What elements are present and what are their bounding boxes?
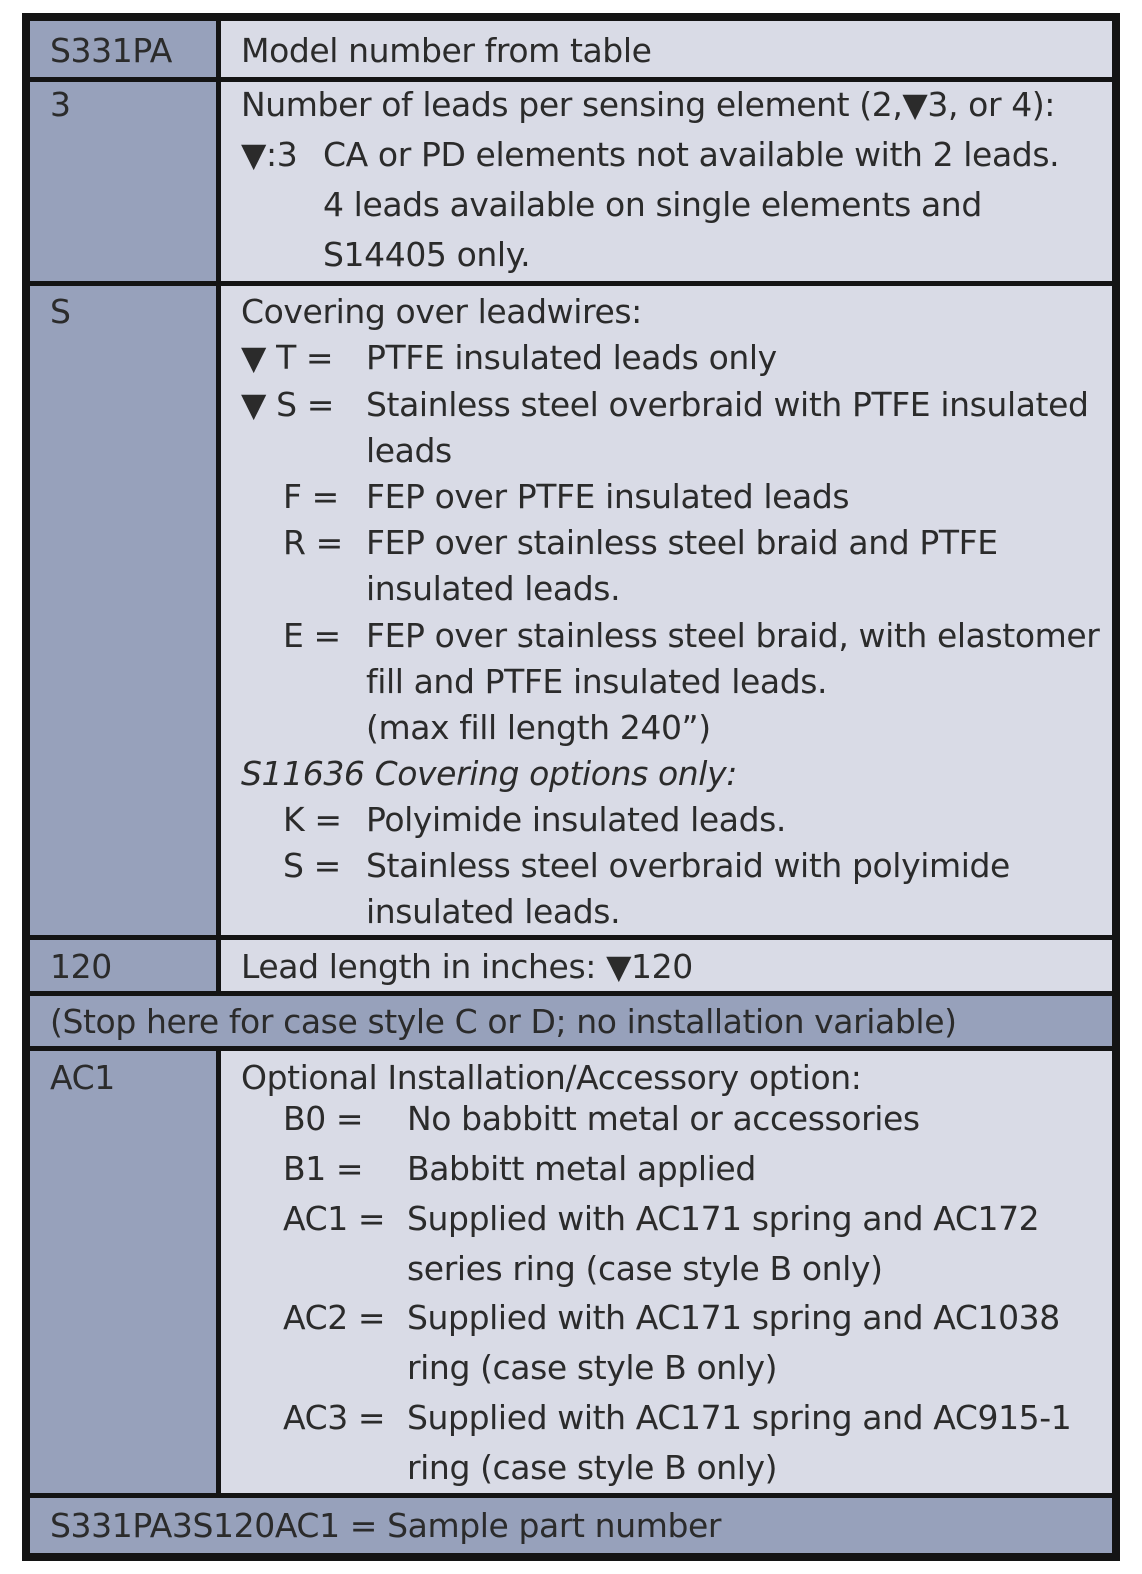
row-sample: [30, 1498, 1112, 1553]
key-cell: [30, 1051, 216, 1493]
option-text: ring (case style B only): [407, 1348, 778, 1387]
leads-heading: Number of leads per sensing element (2,▼3, or 4):: [241, 85, 1056, 124]
install-heading: Optional Installation/Accessory option:: [241, 1058, 862, 1097]
row-covering: [30, 286, 1112, 935]
option-code: AC1 =: [283, 1199, 386, 1238]
option-text: Supplied with AC171 spring and AC1038: [407, 1298, 1060, 1337]
option-code: AC2 =: [283, 1298, 386, 1337]
option-code: B0 =: [283, 1099, 364, 1138]
leads-note-code: ▼:3: [241, 135, 298, 174]
option-code: B1 =: [283, 1149, 364, 1188]
leads-note-line: CA or PD elements not available with 2 leads.: [323, 135, 1060, 174]
key-label: 120: [50, 947, 112, 986]
desc-label: Model number from table: [241, 31, 652, 70]
stop-note-cell: [30, 996, 1112, 1046]
option-code: AC3 =: [283, 1398, 386, 1437]
covering-heading: Covering over leadwires:: [241, 292, 642, 331]
leads-note-line: S14405 only.: [323, 235, 531, 274]
desc-cell: [221, 1051, 1112, 1493]
option-code: E =: [283, 616, 341, 655]
key-label: AC1: [50, 1058, 115, 1097]
option-text: fill and PTFE insulated leads.: [366, 662, 828, 701]
row-model: [30, 21, 1112, 77]
key-cell: [30, 286, 216, 935]
desc-label: Lead length in inches: ▼120: [241, 947, 693, 986]
option-text: FEP over stainless steel braid and PTFE: [366, 523, 998, 562]
desc-cell: [221, 940, 1112, 991]
option-text: Supplied with AC171 spring and AC915-1: [407, 1398, 1072, 1437]
sample-part-number: S331PA3S120AC1 = Sample part number: [50, 1506, 722, 1545]
option-code: F =: [283, 477, 339, 516]
option-code: ▼ T =: [241, 338, 334, 377]
option-code: R =: [283, 523, 343, 562]
option-text: FEP over stainless steel braid, with elastomer: [366, 616, 1100, 655]
option-text: No babbitt metal or accessories: [407, 1099, 920, 1138]
row-length: [30, 940, 1112, 991]
option-text: FEP over PTFE insulated leads: [366, 477, 850, 516]
ordering-table: [22, 13, 1120, 1561]
key-label: S331PA: [50, 31, 172, 70]
desc-cell: [221, 21, 1112, 77]
row-leads: [30, 82, 1112, 281]
option-code: K =: [283, 800, 342, 839]
desc-cell: [221, 82, 1112, 281]
option-text: Babbitt metal applied: [407, 1149, 756, 1188]
leads-note-line: 4 leads available on single elements and: [323, 185, 982, 224]
option-code: ▼ S =: [241, 385, 334, 424]
row-stop-note: [30, 996, 1112, 1046]
option-code: S =: [283, 846, 341, 885]
option-text: Stainless steel overbraid with polyimide: [366, 846, 1010, 885]
row-install: [30, 1051, 1112, 1493]
key-cell: [30, 21, 216, 77]
option-text: (max fill length 240”): [366, 708, 711, 747]
desc-cell: [221, 286, 1112, 935]
key-cell: [30, 940, 216, 991]
option-text: PTFE insulated leads only: [366, 338, 777, 377]
stop-note: (Stop here for case style C or D; no installation variable): [50, 1002, 957, 1041]
covering-subheading: S11636 Covering options only:: [241, 754, 737, 793]
key-cell: [30, 82, 216, 281]
option-text: leads: [366, 431, 452, 470]
option-text: insulated leads.: [366, 892, 621, 931]
option-text: Polyimide insulated leads.: [366, 800, 787, 839]
key-label: 3: [50, 85, 71, 124]
option-text: Stainless steel overbraid with PTFE insulated: [366, 385, 1089, 424]
option-text: Supplied with AC171 spring and AC172: [407, 1199, 1040, 1238]
key-label: S: [50, 292, 71, 331]
sample-cell: [30, 1498, 1112, 1553]
option-text: ring (case style B only): [407, 1448, 778, 1487]
option-text: series ring (case style B only): [407, 1249, 883, 1288]
option-text: insulated leads.: [366, 569, 621, 608]
